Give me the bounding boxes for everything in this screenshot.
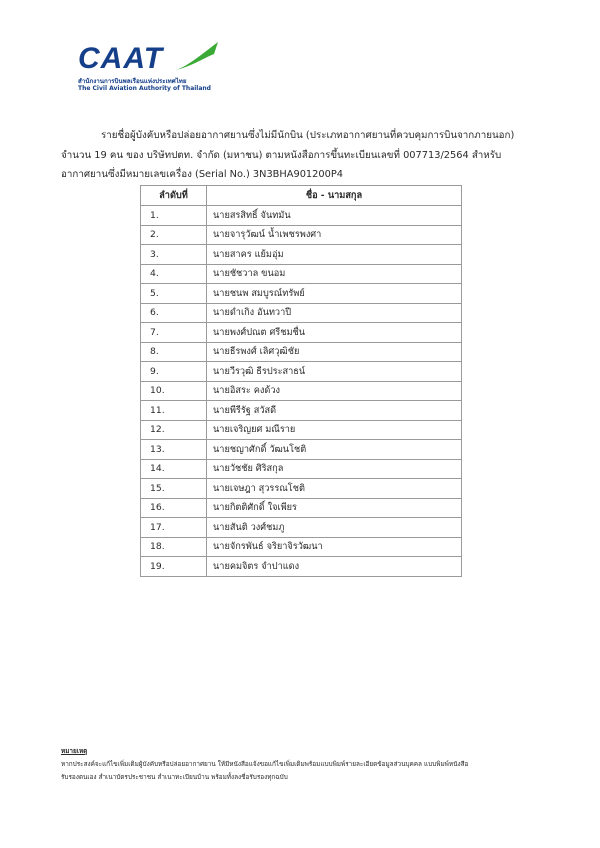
row-name: นายพงศ์ปณต ศรีชมชื่น xyxy=(207,323,462,343)
table-row xyxy=(141,401,462,421)
row-number: 11. xyxy=(141,401,207,421)
row-name: นายชนพ สมบูรณ์ทรัพย์ xyxy=(207,284,462,304)
row-name: นายชญาศักดิ์ วัฒนโชติ xyxy=(207,440,462,460)
table-row xyxy=(141,498,462,518)
remark-line-1: หากประสงค์จะแก้ไขเพิ่มเติมผู้บังคับหรือปล่อยอากาศยาน ให้มีหนังสือแจ้งขอแก้ไขเพิ่มเติมพร้อมแบบพิมพ์รายละเอียดข้อมูลส่วนบุคคล แบบพิมพ์หนังสือ xyxy=(61,760,469,768)
row-name: นายพีรีรัฐ สวัสดี xyxy=(207,401,462,421)
logo-english-name: The Civil Aviation Authority of Thailand xyxy=(78,85,211,92)
table-row xyxy=(141,342,462,362)
row-number: 15. xyxy=(141,479,207,499)
table-row xyxy=(141,264,462,284)
table-row xyxy=(141,206,462,226)
row-number: 17. xyxy=(141,518,207,538)
row-name: นายสาคร แย้มอุ่ม xyxy=(207,245,462,265)
row-number: 19. xyxy=(141,557,207,577)
table-body xyxy=(141,206,462,577)
row-number: 7. xyxy=(141,323,207,343)
row-number: 18. xyxy=(141,537,207,557)
row-number: 16. xyxy=(141,498,207,518)
table-row xyxy=(141,440,462,460)
intro-paragraph xyxy=(61,126,551,185)
row-number: 5. xyxy=(141,284,207,304)
table-row xyxy=(141,245,462,265)
logo-swoosh-icon xyxy=(174,40,222,74)
row-number: 6. xyxy=(141,303,207,323)
table-row xyxy=(141,284,462,304)
intro-line-2: จำนวน 19 คน ของ บริษัทปตท. จำกัด (มหาชน) ตามหนังสือการขึ้นทะเบียนเลขที่ 007713/2564 สำหรับ xyxy=(61,149,502,161)
logo-thai-name: สำนักงานการบินพลเรือนแห่งประเทศไทย xyxy=(78,78,187,85)
row-name: นายจักรพันธ์ จริยาจิรวัฒนา xyxy=(207,537,462,557)
table-row xyxy=(141,225,462,245)
column-header-no: ลำดับที่ xyxy=(141,186,207,206)
table-row xyxy=(141,303,462,323)
row-name: นายอิสระ คงด้วง xyxy=(207,381,462,401)
row-number: 12. xyxy=(141,420,207,440)
row-name: นายดำเกิง อันทวาปี xyxy=(207,303,462,323)
row-name: นายสรสิทธิ์ จันทมัน xyxy=(207,206,462,226)
table-row xyxy=(141,381,462,401)
intro-line-3: อากาศยานซึ่งมีหมายเลขเครื่อง (Serial No.) 3N3BHA901200P4 xyxy=(61,169,343,180)
row-number: 3. xyxy=(141,245,207,265)
row-name: นายวัชชัย ศิริสกุล xyxy=(207,459,462,479)
intro-line-1: รายชื่อผู้บังคับหรือปล่อยอากาศยานซึ่งไม่มีนักบิน (ประเภทอากาศยานที่ควบคุมการบินจากภายนอก) xyxy=(101,130,515,141)
remark-heading: หมายเหตุ xyxy=(61,747,88,755)
table-row xyxy=(141,537,462,557)
row-name: นายชัชวาล ขนอม xyxy=(207,264,462,284)
row-name: นายจารุวัฒน์ น้ำเพชรพงศา xyxy=(207,225,462,245)
row-number: 1. xyxy=(141,206,207,226)
row-number: 10. xyxy=(141,381,207,401)
remark-section xyxy=(61,745,561,784)
caat-logo xyxy=(78,44,238,96)
row-number: 13. xyxy=(141,440,207,460)
row-number: 14. xyxy=(141,459,207,479)
row-number: 9. xyxy=(141,362,207,382)
table-row xyxy=(141,459,462,479)
remark-line-2: รับรองตนเอง สำเนาบัตรประชาชน สำเนาทะเบียนบ้าน พร้อมทั้งลงชื่อรับรองทุกฉบับ xyxy=(61,773,288,781)
row-number: 8. xyxy=(141,342,207,362)
logo-wordmark: CAAT xyxy=(78,42,164,75)
table-row xyxy=(141,479,462,499)
row-name: นายเจษฎา สุวรรณโชติ xyxy=(207,479,462,499)
row-name: นายคมจิตร จำปาแดง xyxy=(207,557,462,577)
table-row xyxy=(141,557,462,577)
operator-table xyxy=(140,185,462,577)
row-name: นายเจริญยศ มณีราย xyxy=(207,420,462,440)
row-name: นายวีรวุฒิ ธีรประสาธน์ xyxy=(207,362,462,382)
table-row xyxy=(141,362,462,382)
row-number: 4. xyxy=(141,264,207,284)
table-row xyxy=(141,518,462,538)
table-row xyxy=(141,420,462,440)
row-number: 2. xyxy=(141,225,207,245)
table-header-row xyxy=(141,186,462,206)
table-row xyxy=(141,323,462,343)
row-name: นายกิตติศักดิ์ ใจเพียร xyxy=(207,498,462,518)
column-header-name: ชื่อ - นามสกุล xyxy=(207,186,462,206)
row-name: นายธีรพงศ์ เลิศวุฒิชัย xyxy=(207,342,462,362)
row-name: นายสันติ วงศ์ชมภู xyxy=(207,518,462,538)
